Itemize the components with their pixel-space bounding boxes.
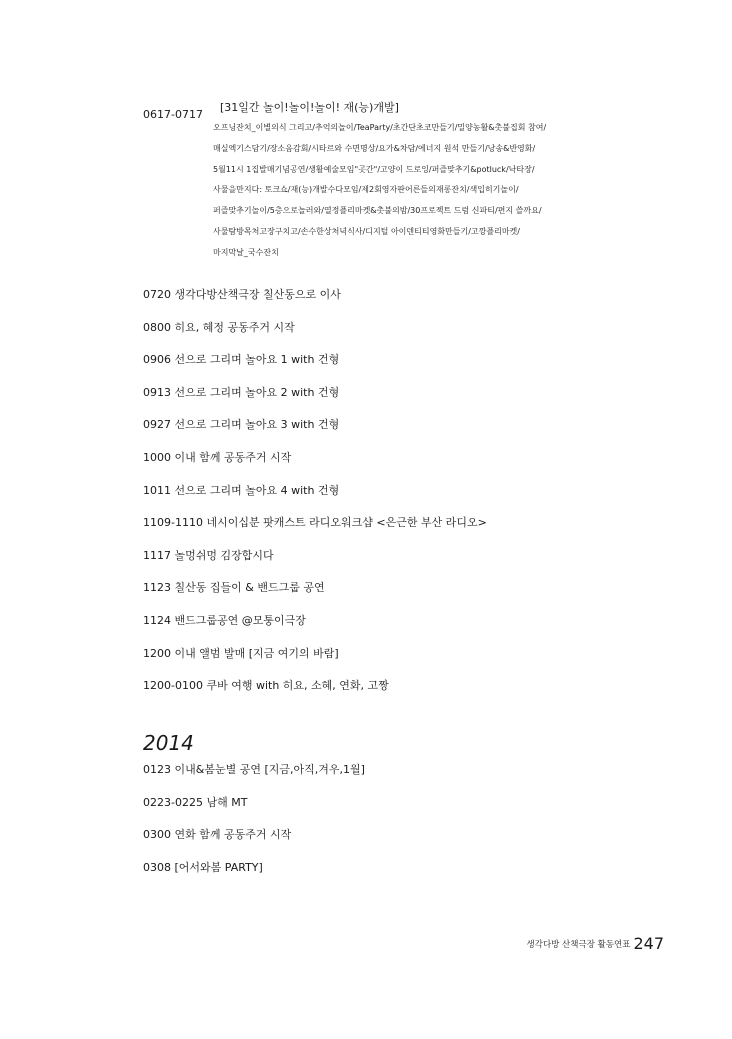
entry-date: 0927 [143,418,171,432]
page-footer [527,934,664,953]
entry-date: 1200 [143,646,171,660]
timeline-entry [143,320,487,353]
entry-date: 0720 [143,288,171,301]
entry-date: 0123 [143,763,171,776]
entry-date: 1000 [143,450,171,464]
entry-title: [31일간 놀이!놀이!놀이! 재(능)개발] [220,101,399,114]
program-list [213,123,546,269]
timeline-entry [143,678,487,711]
program-line: 사물탐방목처고장구치고/손수한상처녁식사/디지털 아이덴티티영화만들기/고깡플리마켓/ [213,226,520,236]
entry-date: 0308 [143,860,171,874]
timeline-entry [143,613,487,646]
entry-text: 히요, 혜정 공동주거 시작 [174,320,295,334]
entry-text: 생각다방산책극장 칠산동으로 이사 [174,288,341,301]
entry-date: 1200-0100 [143,679,203,693]
timeline-entry [143,548,487,581]
entry-date: 1123 [143,581,171,595]
timeline-entry [143,860,365,893]
entry-date: 1109-1110 [143,516,203,530]
entry-text: 선으로 그리며 놀아요 4 with 건형 [174,483,340,497]
timeline-2014 [143,762,365,892]
entry-text: [어서와봄 PARTY] [174,860,263,874]
entry-date: 1011 [143,483,171,497]
entry-date: 1117 [143,548,171,562]
timeline-entry [143,515,487,548]
timeline-entry [143,385,487,418]
program-line: 퍼즐맞추기놀이/5층으로놀러와/열정플리마켓&촛불의밤/30프로젝트 드럼 신파티/편지 쓸까요/ [213,206,542,216]
timeline-entry [143,417,487,450]
entry-text: 놀멍쉬멍 김장합시다 [174,548,274,562]
timeline-entry [143,483,487,516]
entry-text: 연화 함께 공동주거 시작 [174,828,292,842]
timeline-entry [143,795,365,828]
entry-date: 0906 [143,353,171,367]
entry-date: 0800 [143,320,171,334]
entry-text: 이내 함께 공동주거 시작 [174,450,292,464]
timeline-entry [143,827,365,860]
timeline-entry [143,352,487,385]
entry-date: 0617-0717 [143,108,203,121]
timeline-entry [143,762,365,795]
timeline-entry [143,450,487,483]
program-line: 오프닝잔치_이별의식 그리고/추억의놀이/TeaParty/초간단초코만들기/밀양농활&촛불집회 참여/ [213,123,547,132]
entry-text: 밴드그룹공연 @모퉁이극장 [174,613,306,627]
entry-text: 선으로 그리며 놀아요 1 with 건형 [174,353,340,367]
timeline-2013 [143,287,487,711]
timeline-entry [143,580,487,613]
entry-text: 네시이십분 팟캐스트 라디오워크샵 <은근한 부산 라디오> [206,516,487,530]
program-line: 5월11시 1집발매기념공연/생활예술모임"곳간"/고양이 드로잉/퍼즐맞추기&potluck/낙타장/ [213,164,535,174]
timeline-entry [143,646,487,679]
entry-date: 0913 [143,385,171,399]
entry-date: 0223-0225 [143,795,203,809]
entry-date: 0300 [143,828,171,842]
entry-text: 선으로 그리며 놀아요 3 with 건형 [174,418,340,432]
entry-text: 이내 앨범 발매 [지금 여기의 바람] [174,646,339,660]
page-number: 247 [633,934,664,953]
entry-text: 남해 MT [206,795,248,809]
program-line: 마지막날_국수잔치 [213,247,279,257]
year-heading: 2014 [143,731,194,755]
program-line: 사물을만지다: 토크쇼/재(능)개발수다모임/제2회영자판어른들의재롱잔치/색입히기놀이/ [213,185,519,195]
entry-date: 1124 [143,613,171,627]
entry-text: 선으로 그리며 놀아요 2 with 건형 [174,385,340,399]
entry-text: 쿠바 여행 with 히요, 소혜, 연화, 고짱 [206,679,389,693]
timeline-entry [143,287,487,320]
running-footer-title: 생각다방 산책극장 활동연표 [526,940,631,950]
program-line: 매실엑기스담기/장소음감회/시타르와 수면명상/요가&차담/에너지 원석 만들기/낭송&반영화/ [213,143,536,153]
entry-text: 이내&봄눈별 공연 [지금,아직,겨우,1월] [174,763,365,776]
entry-text: 칠산동 집들이 & 밴드그룹 공연 [174,581,325,595]
